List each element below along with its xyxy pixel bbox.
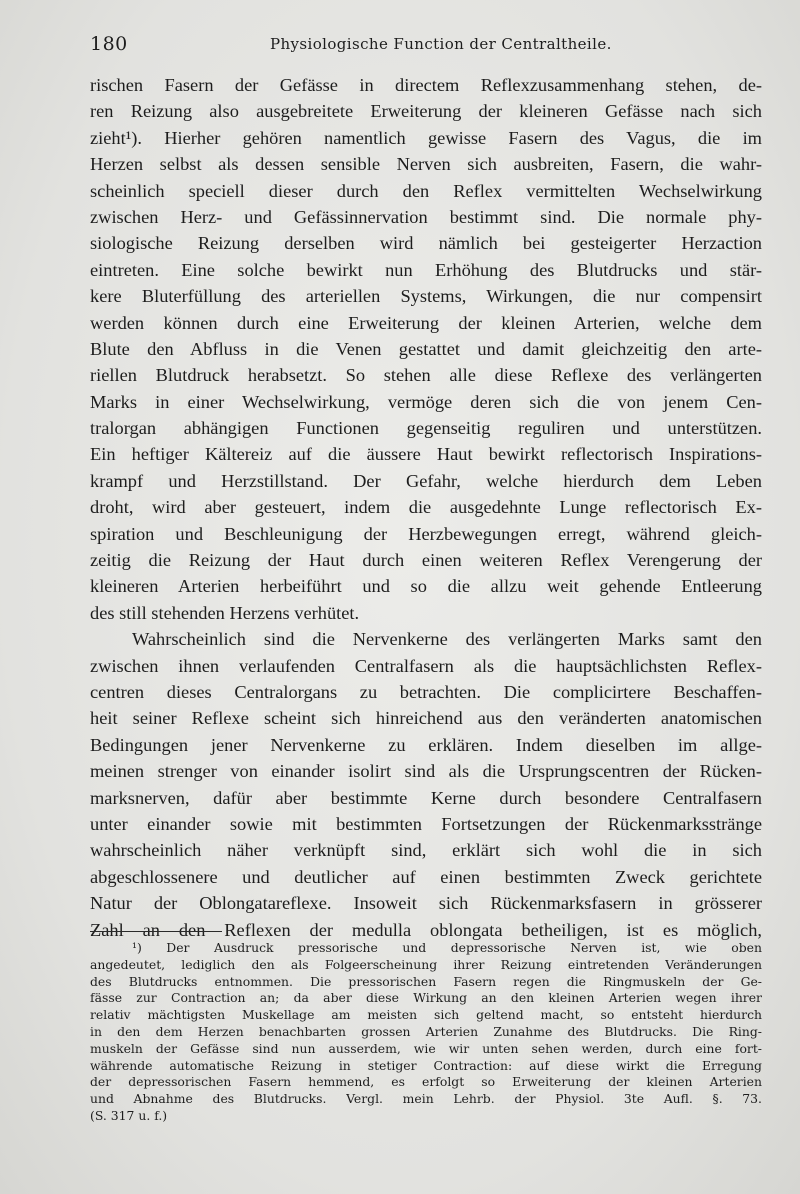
text-line: rischen Fasern der Gefässe in directem Reflexzusammenhang stehen, de- bbox=[90, 75, 762, 95]
text-line: kleineren Arterien herbeiführt und so die allzu weit gehende Entleerung bbox=[90, 576, 762, 597]
text-line: eintreten. Eine solche bewirkt nun Erhöhung des Blutdrucks und stär- bbox=[90, 259, 762, 280]
text-line: Bedingungen jener Nervenkerne zu erklären. Indem dieselben im allge- bbox=[90, 734, 762, 755]
text-line: ren Reizung also ausgebreitete Erweiterung der kleineren Gefässe nach sich bbox=[90, 101, 762, 122]
text-line: Blute den Abfluss in die Venen gestattet und damit gleichzeitig den arte- bbox=[90, 338, 762, 359]
footnote-line: in den dem Herzen benachbarten grossen Arterien Zunahme des Blutdrucks. Die Ring- bbox=[90, 1023, 762, 1039]
footnote-line: angedeutet, lediglich den als Folgeerscheinung ihrer Reizung eintretenden Veränderungen bbox=[90, 956, 762, 972]
running-head: Physiologische Function der Centraltheile. bbox=[270, 35, 612, 53]
page-header bbox=[90, 33, 762, 55]
text-line: unter einander sowie mit bestimmten Fortsetzungen der Rückenmarksstränge bbox=[90, 813, 762, 834]
footnote-line: muskeln der Gefässe sind nun ausserdem, wie wir unten sehen werden, durch eine fort- bbox=[90, 1040, 762, 1056]
text-line: wahrscheinlich näher verknüpft sind, erklärt sich wohl die in sich bbox=[90, 840, 762, 861]
text-line: zwischen Herz- und Gefässinnervation bestimmt sind. Die normale phy- bbox=[90, 206, 762, 227]
text-line: abgeschlossenere und deutlicher auf einen bestimmten Zweck gerichtete bbox=[90, 866, 762, 887]
text-line: riellen Blutdruck herabsetzt. So stehen alle diese Reflexe des verlängerten bbox=[90, 365, 762, 386]
footnote-line: fässe zur Contraction an; da aber diese Wirkung an den kleinen Arterien wegen ihrer bbox=[90, 990, 762, 1006]
text-line: tralorgan abhängigen Functionen gegenseitig reguliren und unterstützen. bbox=[90, 418, 762, 439]
text-line: werden können durch eine Erweiterung der kleinen Arterien, welche dem bbox=[90, 312, 762, 333]
text-line: zeitig die Reizung der Haut durch einen weiteren Reflex Verengerung der bbox=[90, 550, 762, 571]
footnote-line: relativ mächtigsten Muskellage am meisten sich geltend macht, so entsteht hierdurch bbox=[90, 1007, 762, 1023]
text-line: zwischen ihnen verlaufenden Centralfasern als die hauptsächlichsten Reflex- bbox=[90, 655, 762, 676]
text-line: siologische Reizung derselben wird nämlich bei gesteigerter Herzaction bbox=[90, 233, 762, 254]
footnote-line: (S. 317 u. f.) bbox=[90, 1107, 168, 1123]
text-line: Ein heftiger Kältereiz auf die äussere Haut bewirkt reflectorisch Inspirations- bbox=[90, 444, 762, 465]
text-line: Wahrscheinlich sind die Nervenkerne des verlängerten Marks samt den bbox=[132, 629, 762, 650]
footnote-line: und Abnahme des Blutdrucks. Vergl. mein Lehrb. der Physiol. 3te Aufl. §. 73. bbox=[90, 1091, 762, 1107]
text-line: Zahl an den Reflexen der medulla oblongata betheiligen, ist es möglich, bbox=[90, 919, 762, 940]
footnote bbox=[90, 940, 762, 1125]
text-line: Herzen selbst als dessen sensible Nerven sich ausbreiten, Fasern, die wahr- bbox=[90, 154, 762, 175]
text-line: kere Bluterfüllung des arteriellen Systems, Wirkungen, die nur compensirt bbox=[90, 286, 762, 307]
text-line: scheinlich speciell dieser durch den Reflex vermittelten Wechselwirkung bbox=[90, 180, 762, 201]
footnote-line: der depressorischen Fasern hemmend, es erfolgt so Erweiterung der kleinen Arterien bbox=[90, 1074, 762, 1090]
text-line: krampf und Herzstillstand. Der Gefahr, welche hierdurch dem Leben bbox=[90, 470, 762, 491]
text-line: spiration und Beschleunigung der Herzbewegungen erregt, während gleich- bbox=[90, 523, 762, 544]
footnote-line: ¹) Der Ausdruck pressorische und depressorische Nerven ist, wie oben bbox=[132, 940, 762, 955]
page-number: 180 bbox=[90, 33, 128, 55]
text-line: des still stehenden Herzens verhütet. bbox=[90, 602, 360, 623]
footnote-divider bbox=[90, 931, 222, 932]
text-line: droht, wird aber gesteuert, indem die ausgedehnte Lunge reflectorisch Ex- bbox=[90, 497, 762, 518]
footnote-line: währende automatische Reizung in stetiger Contraction: auf diese wirkt die Erregung bbox=[90, 1057, 762, 1073]
text-line: zieht¹). Hierher gehören namentlich gewisse Fasern des Vagus, die im bbox=[90, 127, 762, 148]
footnote-line: des Blutdrucks entnommen. Die pressorischen Fasern regen die Ringmuskeln der Ge- bbox=[90, 973, 762, 989]
text-line: meinen strenger von einander isolirt sind als die Ursprungscentren der Rücken- bbox=[90, 761, 762, 782]
text-line: centren dieses Centralorgans zu betrachten. Die complicirtere Beschaffen- bbox=[90, 681, 762, 702]
text-line: Marks in einer Wechselwirkung, vermöge deren sich die von jenem Cen- bbox=[90, 391, 762, 412]
text-line: heit seiner Reflexe scheint sich hinreichend aus den veränderten anatomischen bbox=[90, 708, 762, 729]
main-text bbox=[90, 72, 762, 943]
text-line: Natur der Oblongatareflexe. Insoweit sich Rückenmarksfasern in grösserer bbox=[90, 893, 762, 914]
text-line: marksnerven, dafür aber bestimmte Kerne durch besondere Centralfasern bbox=[90, 787, 762, 808]
